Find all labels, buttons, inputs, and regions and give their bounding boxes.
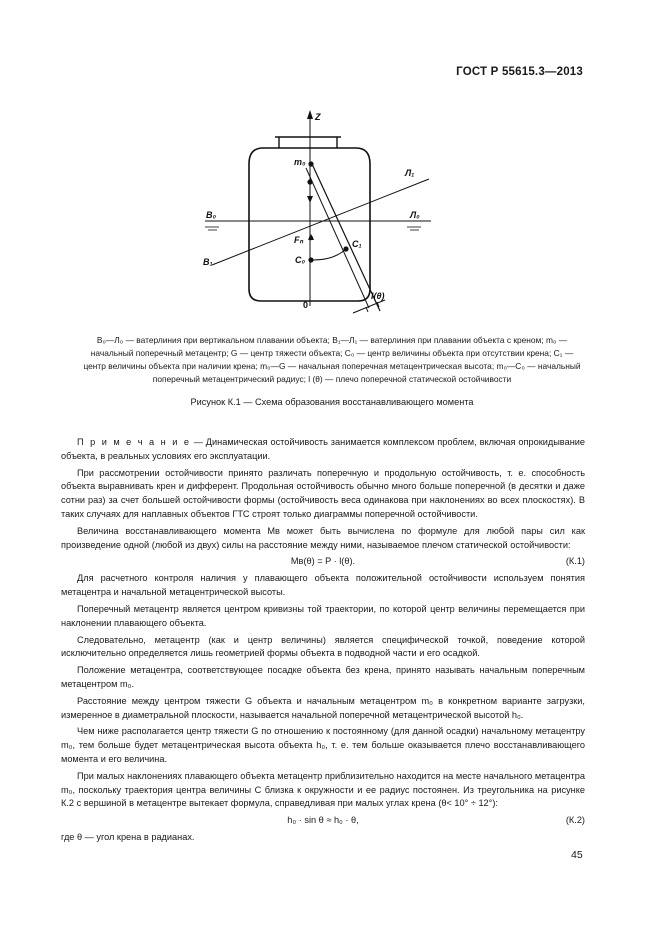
formula-k2 xyxy=(61,814,585,828)
legend-line: В₀—Л₀ — ватерлиния при вертикальном плавании объекта; В₁—Л₁ — ватерлиния при плавании объекта с креном; m₀ — xyxy=(96,335,568,345)
note-paragraph xyxy=(61,436,585,464)
z-axis-arrow xyxy=(307,110,313,119)
paragraph: При рассмотрении остойчивости принято различать поперечную и продольную остойчивость, т. е. способность объекта выравнивать крен и дифферент. Продольная остойчивость обычно много больше поперечной (в десятки и даже сотни раз) за счет большей остойчивости формы (остойчивость веса одинакова при наклонениях во всех плоскостях). В таких случаях для наплавных объектов ГТС строят только диаграммы поперечной остойчивости. xyxy=(61,467,585,519)
paragraph: Величина восстанавливающего момента Mв может быть вычислена по формуле для любой пары сил как произведение одной (любой из двух) силы на расстояние между ними, называемое плечом статической остойчивости: xyxy=(61,525,585,550)
label-b0: В₀ xyxy=(206,210,217,220)
point-g xyxy=(307,179,312,184)
paragraph: Поперечный метацентр является центром кривизны той траектории, по которой центр величины перемещается при наклонении плавающего объекта. xyxy=(61,603,585,628)
paragraph: Положение метацентра, соответствующее посадке объекта без крена, принято называть начальным поперечным метацентром m₀. xyxy=(61,665,585,689)
buoyancy-arc xyxy=(313,248,347,260)
note-label: П р и м е ч а н и е xyxy=(77,437,191,447)
waterline-b1-l1 xyxy=(212,179,429,265)
figure-legend xyxy=(62,334,602,386)
figure-caption: Рисунок К.1 — Схема образования восстанавливающего момента xyxy=(190,397,474,407)
formula-k2-number: (К.2) xyxy=(565,815,585,826)
label-l0: Л₀ xyxy=(410,210,420,220)
water-symbol-left xyxy=(205,227,219,230)
formula-k2-expression: h₀ · sin θ ≈ h₀ · θ, xyxy=(287,815,359,826)
legend-line: начальный поперечный метацентр; G — центр тяжести объекта; C₀ — центр величины объекта при отсутствии крена; C₁ — xyxy=(90,348,574,358)
point-c0 xyxy=(308,257,313,262)
label-m0: m₀ xyxy=(294,157,306,167)
arrow-p xyxy=(307,196,313,203)
point-m0 xyxy=(308,161,313,166)
page-number: 45 xyxy=(571,849,583,861)
legend-line: поперечный метацентрический радиус; l (θ) — плечо поперечной статической остойчивости xyxy=(152,374,512,384)
paragraph: Расстояние между центром тяжести G объекта и начальным метацентром m₀ в конкретном варианте загрузки, измеренное в диаметральной плоскости, называется начальной поперечной метацентрической высотой h₀. xyxy=(61,695,585,720)
body-text xyxy=(61,436,585,848)
label-c0: C₀ xyxy=(295,255,306,265)
paragraph: где θ — угол крена в радианах. xyxy=(61,832,195,843)
label-fn: Fₙ xyxy=(294,235,304,245)
formula-k1 xyxy=(61,555,585,569)
label-zero: 0 xyxy=(303,300,309,310)
paragraph: При малых наклонениях плавающего объекта метацентр приблизительно находится на месте начального метацентра m₀, поскольку траектория центра величины C близка к окружности и ее радиус постоянен. Из треугольника на рисунке К.2 с вершиной в метацентре вытекает формула, справедливая при малых углах крена (θ< 10° ÷ 12°): xyxy=(61,770,585,809)
label-l-theta: l(θ) xyxy=(371,291,385,301)
lever-arm-line xyxy=(353,300,385,313)
point-c1 xyxy=(343,246,348,251)
document-header: ГОСТ Р 55615.3—2013 xyxy=(456,66,583,78)
legend-line: центр величины объекта при наличии крена; m₀—G — начальная поперечная метацентрическая высота; m₀—C₀ — начальный xyxy=(83,361,581,371)
force-line-parallel xyxy=(306,168,369,308)
formula-k1-number: (К.1) xyxy=(565,556,585,567)
note-text: — Динамическая остойчивость занимается комплексом проблем, включая опрокидывание объекта, в реальных условиях его эксплуатации. xyxy=(61,437,586,461)
label-c1: C₁ xyxy=(352,239,362,249)
arrow-fn xyxy=(308,234,314,240)
label-z: Z xyxy=(315,112,321,122)
paragraph: Для расчетного контроля наличия у плавающего объекта положительной остойчивости используем понятия метацентра и начальной метацентрической высоты. xyxy=(61,573,585,598)
paragraph: Следовательно, метацентр (как и центр величины) является специфической точкой, поведение которой исключительно определяется лишь геометрией формы объекта в подводной части и его осадкой. xyxy=(61,634,585,659)
stability-diagram xyxy=(195,108,435,330)
formula-k1-expression: Mв(θ) = P · l(θ). xyxy=(290,556,356,567)
label-b1: В₁ xyxy=(203,257,213,267)
deck-fittings xyxy=(275,137,341,148)
label-l1: Л₁ xyxy=(405,168,415,178)
water-symbol-right xyxy=(407,227,421,230)
paragraph: Чем ниже располагается центр тяжести G по отношению к постоянному (для данной осадки) начальному метацентру m₀, тем больше будет метацентрическая высота объекта h₀, т. е. тем больше оказывается плечо восстанавливающего момента и его величина. xyxy=(61,726,585,764)
